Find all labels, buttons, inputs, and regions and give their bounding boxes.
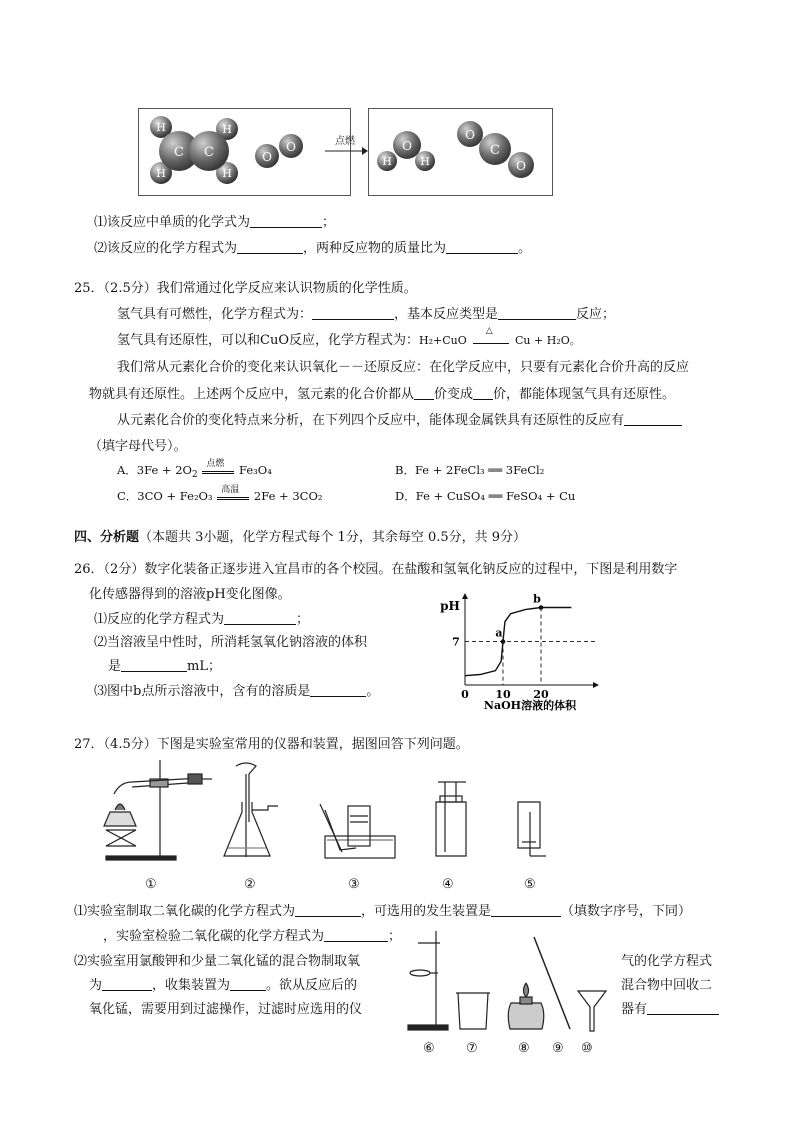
reactant-molecules (139, 109, 350, 195)
apparatus-row (100, 752, 570, 897)
oxygen-molecule (255, 134, 303, 168)
apparatus-label-2: ② (244, 877, 256, 892)
atom-o: O (465, 128, 475, 142)
q26-sub3: ⑶图中b点所示溶液中，含有的溶质是 。 (94, 684, 380, 699)
atom-h: H (156, 121, 166, 134)
q24-sub2: ⑵该反应的化学方程式为 ，两种反应物的质量比为 。 (94, 241, 532, 256)
carbon-dioxide-molecule (457, 121, 534, 178)
product-panel (368, 108, 553, 196)
answer-blank[interactable] (324, 928, 388, 942)
answer-blank[interactable] (491, 903, 561, 917)
q26-sub2-l2: 是 mL； (108, 659, 221, 674)
condition-burning: 点燃 (201, 464, 235, 478)
point-a (501, 639, 506, 644)
instrument-8-alcohol-lamp (508, 983, 544, 1029)
point-label-a: a (495, 626, 503, 640)
q27-header: 27．（4.5分）下图是实验室常用的仪器和装置，据图回答下列问题。 (74, 737, 469, 752)
atom-o: O (262, 150, 272, 164)
water-molecule (377, 131, 435, 171)
apparatus-label-1: ① (145, 877, 157, 892)
answer-blank[interactable] (414, 386, 434, 400)
answer-blank[interactable] (102, 977, 152, 991)
q25-para1-l2: 物就具有还原性。上述两个反应中，氢元素的化合价都从 价变成 价，都能体现氢气具有还原性。 (89, 387, 676, 402)
apparatus-label-5: ⑤ (524, 877, 536, 892)
atom-o: O (402, 139, 412, 153)
apparatus-1-heating-setup (104, 760, 212, 860)
atom-c: C (174, 145, 184, 160)
q27-sub2-l1-left: ⑵实验室用氯酸钾和少量二氧化锰的混合物制取氧 (74, 954, 361, 969)
instrument-6-iron-stand (408, 931, 448, 1030)
q25-para2-l2: （填字母代号）。 (89, 439, 187, 454)
q27-sub2-l3-left: 氧化锰，需要用到过滤操作，过滤时应选用的仪 (89, 1002, 363, 1017)
reactant-panel (138, 108, 351, 196)
q25-option-b: B．Fe + 2FeCl₃ ══ 3FeCl₂ (395, 463, 545, 477)
q25-line2: 氢气具有还原性，可以和CuO反应，化学方程式为：H₂+CuO △ Cu + H₂O。 (117, 325, 581, 348)
q26-sub1: ⑴反应的化学方程式为 ； (94, 612, 310, 627)
instrument-label-8: ⑧ (518, 1041, 530, 1056)
q26-sub2-l1: ⑵当溶液呈中性时，所消耗氢氧化钠溶液的体积 (94, 635, 368, 650)
answer-blank[interactable] (647, 1001, 719, 1015)
section-4-heading: 四、分析题（本题共 3小题，化学方程式每个 1分，其余每空 0.5分，共 9分） (74, 530, 527, 545)
q27-sub2-l2-left: 为 ，收集装置为 。欲从反应后的 (89, 978, 358, 993)
y-axis-label: pH (440, 599, 460, 613)
q25-option-a: A．$3Fe + 2O_2$ 点燃 Fe₃O₄ (117, 459, 272, 480)
atom-o: O (286, 140, 296, 154)
apparatus-2-gas-generator (224, 763, 278, 857)
apparatus-3-water-collection (320, 804, 395, 858)
q24-sub1: ⑴该反应中单质的化学式为 ； (94, 215, 336, 230)
instrument-label-10: ⑩ (581, 1041, 593, 1056)
atom-h: H (156, 167, 166, 180)
answer-blank[interactable] (312, 306, 394, 320)
arrow-label: 点燃 (335, 136, 355, 147)
x-tick-label: 0 (461, 688, 469, 701)
instrument-label-6: ⑥ (423, 1041, 435, 1056)
condition-high-temp: 高温 (216, 490, 250, 504)
answer-blank[interactable] (446, 240, 518, 254)
equation-right: Cu + H₂O。 (515, 334, 581, 347)
answer-blank[interactable] (295, 903, 361, 917)
q27-sub2-l1-right: 气的化学方程式 (621, 954, 713, 969)
q27-sub2-l2-right: 混合物中回收二 (621, 978, 713, 993)
q25-para1-l1: 我们常从元素化合价的变化来认识氧化－－还原反应：在化学反应中，只要有元素化合价升高的反应 (117, 360, 690, 375)
q27-sub2-l3-right: 器有 (621, 998, 719, 1017)
q25-option-d: D．Fe + CuSO₄ ══ FeSO₄ + Cu (395, 489, 576, 503)
q26-header-l2: 化传感器得到的溶液pH变化图像。 (89, 587, 291, 602)
answer-blank[interactable] (498, 306, 576, 320)
answer-blank[interactable] (473, 386, 493, 400)
reaction-arrow (322, 132, 368, 162)
product-molecules (369, 109, 552, 195)
atom-h: H (420, 155, 430, 168)
apparatus-4-gas-bottle (436, 782, 466, 856)
answer-blank[interactable] (310, 683, 366, 697)
atom-h: H (382, 155, 392, 168)
apparatus-label-4: ④ (442, 877, 454, 892)
answer-blank[interactable] (230, 977, 266, 991)
q25-option-c: C．3CO + Fe₂O₃ 高温 2Fe + 3CO₂ (117, 485, 323, 503)
x-tick-label: 20 (533, 688, 549, 701)
q25-header: 25．（2.5分）我们常通过化学反应来认识物质的化学性质。 (74, 281, 417, 296)
instrument-row (400, 925, 615, 1035)
point-b (539, 605, 544, 610)
instrument-7-beaker (456, 993, 490, 1029)
equation-condition: △ (471, 334, 511, 348)
atom-h: H (222, 123, 232, 136)
answer-blank[interactable] (224, 611, 296, 625)
point-label-b: b (533, 592, 541, 606)
x-axis-label: NaOH溶液的体积 (483, 699, 577, 712)
q25-line1: 氢气具有可燃性，化学方程式为： ，基本反应类型是 反应； (117, 307, 616, 322)
instrument-label-7: ⑦ (466, 1041, 478, 1056)
answer-blank[interactable] (250, 214, 322, 228)
q26-header-l1: 26．（2分）数字化装备正逐步进入宜昌市的各个校园。在盐酸和氢氧化钠反应的过程中，下图是利用数字 (74, 562, 678, 577)
apparatus-5-collection-bottle (518, 802, 546, 856)
atom-c: C (204, 145, 214, 160)
answer-blank[interactable] (237, 240, 303, 254)
y-tick-label: 7 (452, 635, 460, 649)
apparatus-label-3: ③ (348, 877, 360, 892)
atom-o: O (516, 159, 526, 173)
instrument-label-9: ⑨ (552, 1041, 564, 1056)
equation-left: H₂+CuO (418, 334, 467, 347)
q27-sub1-l2: ，实验室检验二氧化碳的化学方程式为 ； (103, 929, 402, 944)
atom-c: C (490, 143, 500, 158)
instrument-10-funnel (578, 991, 606, 1031)
answer-blank[interactable] (624, 412, 682, 426)
ph-chart (440, 588, 610, 718)
x-tick-label: 10 (495, 688, 511, 701)
q27-sub1-l1: ⑴实验室制取二氧化碳的化学方程式为 ，可选用的发生装置是 （填数字序号，下同） (74, 904, 692, 919)
q25-para2-l1: 从元素化合价的变化特点来分析，在下列四个反应中，能体现金属铁具有还原性的反应有 (117, 409, 682, 428)
ethylene-molecule (150, 116, 238, 184)
answer-blank[interactable] (121, 658, 187, 672)
atom-h: H (222, 167, 232, 180)
